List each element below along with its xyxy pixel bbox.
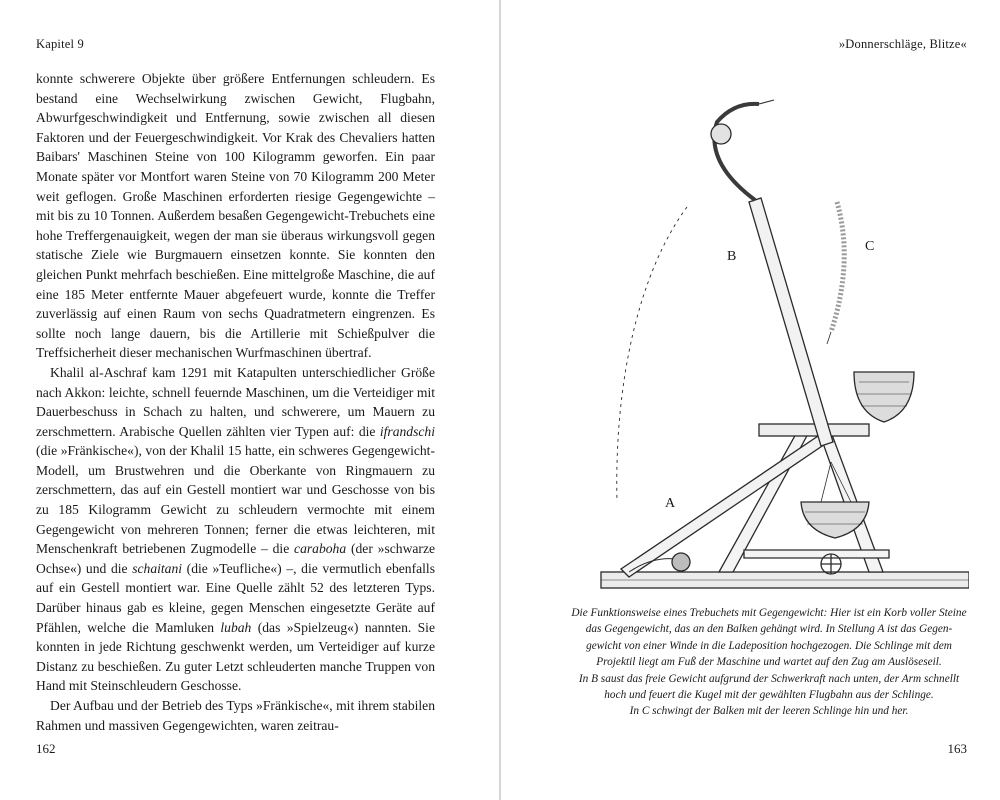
caption-line: Projektil liegt am Fuß der Maschine und wartet auf den Zug am Auslöseseil.: [596, 656, 942, 669]
body-paragraph: [36, 696, 435, 735]
left-page: [0, 0, 499, 800]
text-segment: (das »Spielzeug«) nannten. Sie konnten in jede Richtung geschwenkt werden, um Verteidiger auf kurze Distanz zu beschießen. Zu guter Letzt schleuderten manche Truppen von Hand mit Steinschleudern Geschosse.: [36, 619, 435, 694]
figure-caption: [563, 605, 975, 720]
caption-line: Die Funktionsweise eines Trebuchets mit Gegengewicht: Hier ist ein Korb voller Steine: [571, 607, 967, 619]
page-number-right: 163: [947, 741, 967, 756]
arm-position-b: [749, 198, 833, 446]
sling-upper: [714, 104, 759, 200]
text-segment: (die »Teufliche«) –, die vermutlich ebenfalls auf ein Gestell montiert war. Eine Quelle zählt 52 des letzteren Typs. Darüber hinaus gab es kleine, gegen Menschen eingesetzte Geräte auf Pfählen, welche die Mamluken: [36, 560, 435, 635]
caption-line: hoch und feuert die Kugel mit der gewählten Flugbahn aus der Schlinge.: [604, 689, 934, 702]
italic-term: lubah: [220, 619, 252, 635]
body-paragraph: [36, 363, 435, 696]
sling-position-c: [831, 202, 844, 332]
page-number-left: 162: [36, 741, 56, 756]
caption-line: In B saust das freie Gewicht aufgrund der Schwerkraft nach unten, der Arm schnellt: [578, 672, 960, 685]
running-head-right: »Donnerschläge, Blitze«: [838, 37, 967, 51]
text-segment: (der »schwarze Ochse«) und die: [36, 541, 436, 576]
frame-crossbeam: [759, 424, 869, 436]
caption-line: das Gegengewicht, das an den Balken gehängt wird. In Stellung A ist das Gegen-: [585, 623, 953, 636]
label-a: A: [665, 496, 676, 511]
projectile-ground: [672, 553, 690, 571]
label-c: C: [865, 239, 875, 254]
caption-line: In C schwingt der Balken mit der leeren Schlinge hin und her.: [629, 705, 909, 718]
running-head-left: Kapitel 9: [36, 37, 84, 51]
caption-line: gewicht von einer Winde in die Ladeposition hochgezogen. Die Schlinge mit dem: [586, 639, 952, 652]
italic-term: schaitani: [132, 560, 183, 576]
frame-brace: [744, 550, 889, 558]
body-paragraph: [36, 69, 435, 363]
body-text: [36, 69, 435, 735]
trebuchet-drawing: [569, 82, 969, 592]
right-page: [501, 0, 1000, 800]
trebuchet-illustration: [569, 82, 969, 592]
text-segment: Der Aufbau und der Betrieb des Typs »Fränkische«, mit ihrem stabilen Rahmen und massiven Gegengewichten, waren zeitrau-: [36, 698, 436, 733]
counterweight-upper: [854, 372, 914, 422]
italic-term: caraboha: [294, 541, 347, 557]
projectile-flying: [711, 124, 731, 144]
text-segment: Khalil al-Aschraf kam 1291 mit Katapulten unterschiedlicher Größe nach Akkon: leichte, schnell feuernde Maschinen, um die Verteidiger mit Dauerbeschuss in Schach zu halten, und schwerere, um Mauern zu zerschmettern. Arabische Quellen zählten vier Typen auf: die: [36, 364, 435, 439]
italic-term: ifrandschi: [379, 423, 435, 439]
label-b: B: [727, 249, 737, 264]
text-segment: (die »Fränkische«), von der Khalil 15 hatte, ein schweres Gegengewicht-Modell, um Brustwehren und die Oberkante von Ringmauern zu zerschmettern, das auf ein Gestell montiert war und Geschosse von bis zu 185 Kilogramm Gewicht zu schleudern vermochte mit einem Gegengewicht von mehreren Tonnen; ferner die etwas leichteren, mit Menschenkraft betriebenen Zugmodelle – die: [36, 443, 435, 557]
trajectory-arc: [617, 207, 687, 502]
text-segment: konnte schwerere Objekte über größere Entfernungen schleudern. Es bestand eine Wechselwirkung zwischen Gewicht, Flugbahn, Abwurfgeschwindigkeit und Entfernung, sowie zwischen all diesen Faktoren und der Feuergeschwindigkeit. Vor Krak des Chevaliers hatten Baibars' Maschinen Steine von 100 Kilogramm geworfen. Ein paar Monate später vor Montfort waren Steine von 70 Kilogramm 200 Meter weit geflogen. Große Maschinen erforderten riesige Gegengewichte – mit bis zu 10 Tonnen. Außerdem besaßen Gegengewicht-Trebuchets eine hohe Treffergenauigkeit, wegen der man sie überaus wirkungsvoll gegen statische Ziele wie Burgmauern einsetzen konnte. Sie konnten den gleichen Punkt mehrfach beschießen. Eine mittelgroße Maschine, die auf eine 185 Meter entfernte Mauer abgefeuert wurde, konnte die Treffer zuverlässig auf einen Raum von sechs Quadratmetern eingrenzen. Es sollte noch lange dauern, bis die Artillerie mit Schießpulver die Treffsicherheit dieser mechanischen Wurfmaschinen übertraf.: [36, 71, 435, 361]
